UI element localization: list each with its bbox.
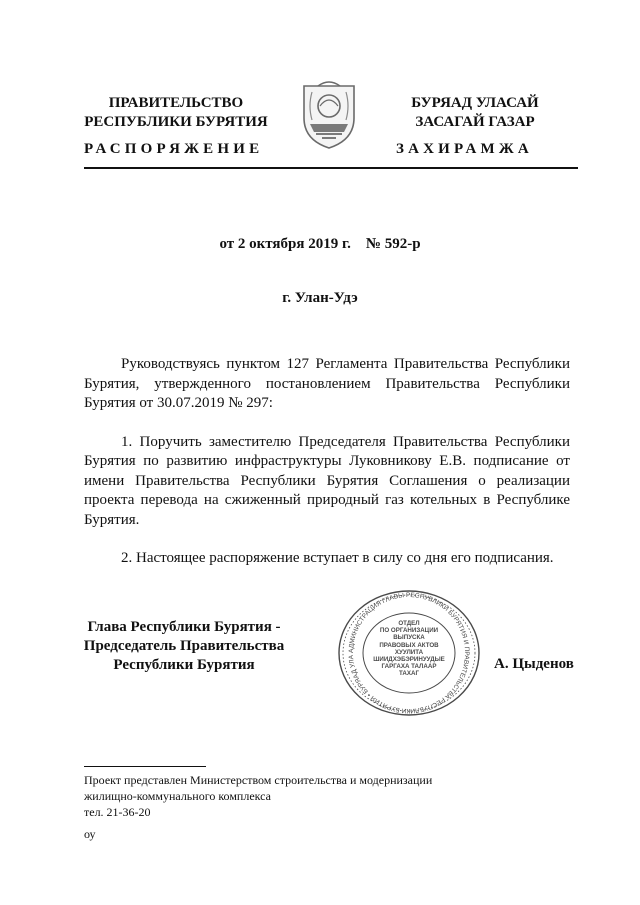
official-seal-icon <box>336 588 482 718</box>
footer-line1: Проект представлен Министерством строительства и модернизации <box>84 773 433 787</box>
footer-initials: оу <box>84 827 96 841</box>
date-number: от 2 октября 2019 г. № 592-р <box>219 236 421 252</box>
signatory-title-line1: Глава Республики Бурятия - <box>87 619 281 635</box>
intro-paragraph: Руководствуясь пунктом 127 Регламента Правительства Республики Бурятия, утвержденного постановлением Правительства Республики Бурятия от 30.07.2019 № 297: <box>84 356 570 411</box>
footer-phone: тел. 21-36-20 <box>84 805 151 819</box>
seal-line8: ТАХАГ <box>399 670 419 678</box>
seal-ring-text: АДМИНИСТРАЦИЯ ГЛАВЫ РЕСПУБЛИКИ БУРЯТИЯ И ПРАВИТЕЛЬСТВА РЕСПУБЛИКИ БУРЯТИЯ • БУРЯАД УЛА <box>347 591 471 715</box>
seal-line5: ХУУЛИТА <box>394 648 424 656</box>
body-text <box>84 355 570 569</box>
header-left-line2: РЕСПУБЛИКИ БУРЯТИЯ <box>84 114 268 130</box>
doctype-right: ЗАХИРАМЖА <box>396 141 533 157</box>
seal-line3: ВЫПУСКА <box>393 634 425 642</box>
seal-line6: ШИИДХЭБЭРИНУУДЫЕ <box>373 656 445 664</box>
coat-of-arms-icon <box>298 76 360 150</box>
header-right <box>380 94 570 132</box>
header-right-line2: ЗАСАГАЙ ГАЗАР <box>415 114 535 130</box>
signatory-title-line2: Председатель Правительства <box>83 638 285 654</box>
seal-line7: ГАРГАХА ТАЛААР <box>381 663 437 671</box>
header-left <box>84 94 268 132</box>
header-rule <box>84 167 578 169</box>
footer-line2: жилищно-коммунального комплекса <box>84 789 271 803</box>
seal-line4: ПРАВОВЫХ АКТОВ <box>379 641 439 649</box>
signatory-name: А. Цыденов <box>494 656 574 672</box>
footer-rule <box>84 766 206 767</box>
signatory-title <box>80 618 288 675</box>
doctype-left: РАСПОРЯЖЕНИЕ <box>84 141 264 157</box>
city: г. Улан-Удэ <box>282 290 358 306</box>
header-right-line1: БУРЯАД УЛАСАЙ <box>411 95 539 111</box>
item-1-paragraph: 1. Поручить заместителю Председателя Правительства Республики Бурятия по развитию инфраструктуры Луковникову Е.В. подписание от имени Правительства Республики Бурятия Соглашения о реализации проекта перевода на сжиженный природный газ котельных в Республике Бурятия. <box>84 433 570 528</box>
seal-line1: ОТДЕЛ <box>398 620 420 627</box>
signatory-title-line3: Республики Бурятия <box>113 657 255 673</box>
seal-inner-text <box>367 620 451 678</box>
header-left-line1: ПРАВИТЕЛЬСТВО <box>108 95 244 111</box>
item-2-paragraph: 2. Настоящее распоряжение вступает в силу со дня его подписания. <box>121 550 554 566</box>
seal-line2: ПО ОРГАНИЗАЦИИ <box>379 627 439 635</box>
